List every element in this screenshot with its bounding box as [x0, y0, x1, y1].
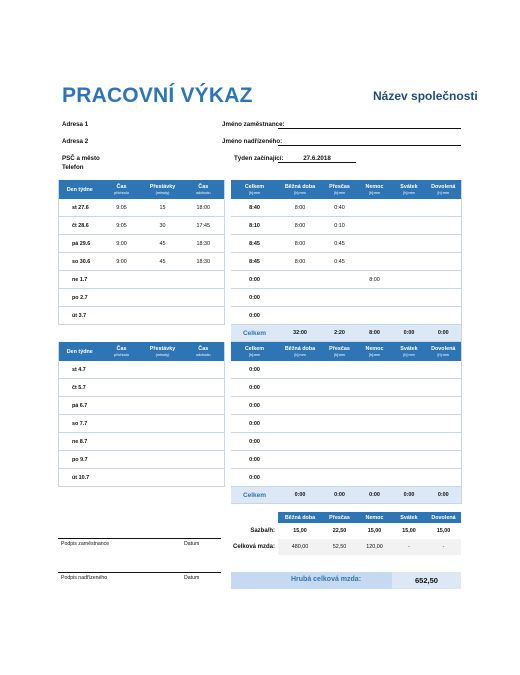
out-cell[interactable] [183, 433, 225, 451]
rate-value[interactable]: 15,00 [293, 528, 307, 534]
reg-cell[interactable] [278, 379, 322, 397]
week1-hours-table [231, 180, 462, 342]
out-cell[interactable]: 17:45 [183, 217, 225, 235]
header-label: Čas [116, 345, 127, 352]
header-label: Čas [198, 345, 209, 352]
brk-cell[interactable]: 45 [143, 235, 183, 253]
in-cell[interactable]: 9:00 [101, 253, 143, 271]
rate-value[interactable]: 15,00 [402, 528, 416, 534]
out-cell[interactable] [183, 271, 225, 289]
total-cell: 0:00 [231, 451, 278, 469]
in-cell[interactable] [101, 361, 143, 379]
day-cell: ne 8.7 [59, 433, 101, 451]
ot-cell[interactable] [322, 379, 357, 397]
header-label: Přesčas [329, 345, 350, 352]
summary-vac: 0:00 [426, 487, 461, 504]
total-cell: 8:45 [231, 253, 278, 271]
manager-signature-label: Podpis nadřízeného [61, 575, 108, 581]
table-row [59, 307, 225, 325]
table-row [231, 415, 461, 433]
table-row [231, 235, 461, 253]
brk-cell[interactable] [143, 379, 183, 397]
rate-label: Sazba/h: [250, 528, 275, 534]
week2-time-table [58, 342, 225, 487]
out-cell[interactable] [183, 415, 225, 433]
header-label: Svátek [400, 183, 418, 190]
header-unit: [h]:mm [294, 190, 306, 195]
rate-value[interactable]: 15,00 [436, 528, 451, 534]
header-label: Čas [116, 183, 127, 190]
summary-vac: 0:00 [426, 325, 461, 342]
hol-cell[interactable] [392, 379, 426, 397]
total-cell: 8:45 [231, 235, 278, 253]
in-cell[interactable] [101, 307, 143, 325]
day-cell: pá 29.6 [59, 235, 101, 253]
summary-sick: 0:00 [357, 487, 392, 504]
table-row [231, 397, 461, 415]
header-unit: [h]:mm [437, 190, 450, 195]
manager-name-field[interactable] [278, 145, 461, 146]
brk-cell[interactable] [143, 289, 183, 307]
in-cell[interactable]: 9:05 [101, 217, 143, 235]
header-unit: [h]:mm [333, 190, 346, 195]
day-cell: út 10.7 [59, 469, 101, 487]
day-cell: út 3.7 [59, 307, 101, 325]
table-row [231, 361, 461, 379]
out-cell[interactable] [183, 397, 225, 415]
header-unit: [h]:mm [248, 352, 261, 357]
week2-right-header [426, 342, 461, 361]
day-cell: pá 6.7 [59, 397, 101, 415]
out-cell[interactable]: 18:30 [183, 253, 225, 271]
rate-header: Přesčas [322, 512, 357, 523]
total-pay-value: 480,00 [278, 539, 322, 555]
week1-left-header [59, 180, 101, 199]
vac-cell[interactable] [426, 379, 461, 397]
rate-header: Svátek [392, 512, 426, 523]
in-cell[interactable] [101, 379, 143, 397]
header-label: Běžná doba [284, 345, 316, 352]
table-row [231, 199, 461, 217]
sick-cell[interactable] [357, 199, 392, 217]
total-cell: 8:10 [231, 217, 278, 235]
header-unit: [h]:mm [248, 190, 261, 195]
ot-cell[interactable]: 0:45 [322, 235, 357, 253]
header-label: Dovolená [431, 345, 456, 352]
ot-cell[interactable] [322, 451, 357, 469]
table-row [231, 217, 461, 235]
in-cell[interactable] [101, 433, 143, 451]
week2-right-header [357, 342, 392, 361]
manager-date-label: Datum [184, 575, 200, 581]
table-row [59, 397, 225, 415]
brk-cell[interactable]: 15 [143, 199, 183, 217]
day-cell: po 2.7 [59, 289, 101, 307]
ot-cell[interactable] [322, 361, 357, 379]
header-label: Svátek [400, 345, 418, 352]
total-cell: 8:40 [231, 199, 278, 217]
out-cell[interactable]: 18:00 [183, 199, 225, 217]
table-row [59, 469, 225, 487]
week-start-label: Týden začínající: [234, 155, 284, 162]
header-label: Přestávky [149, 183, 176, 190]
brk-cell[interactable] [143, 469, 183, 487]
header-unit: odchodu [195, 190, 211, 195]
week1-left-header [143, 180, 183, 199]
manager-signature-line[interactable] [58, 572, 221, 573]
hol-cell[interactable] [392, 307, 426, 325]
vac-cell[interactable] [426, 253, 461, 271]
reg-cell[interactable] [278, 307, 322, 325]
total-pay-value: 52,50 [322, 539, 357, 555]
out-cell[interactable] [183, 307, 225, 325]
total-cell: 0:00 [231, 361, 278, 379]
week1-right-header [322, 180, 357, 199]
sick-cell[interactable] [357, 289, 392, 307]
week2-left-header [183, 342, 225, 361]
company-name: Název společnosti [373, 89, 478, 103]
sick-cell[interactable] [357, 469, 392, 487]
header-unit: [h]:mm [403, 352, 415, 357]
total-cell: 0:00 [231, 289, 278, 307]
header-unit: [h]:mm [368, 190, 381, 195]
summary-row [231, 487, 461, 504]
out-cell[interactable] [183, 361, 225, 379]
table-row [59, 253, 225, 271]
table-row [59, 451, 225, 469]
address2-label: Adresa 2 [62, 138, 89, 145]
week2-right-header [322, 342, 357, 361]
header-label: Celkem [244, 345, 265, 352]
vac-cell[interactable] [426, 307, 461, 325]
reg-cell[interactable]: 8:00 [278, 199, 322, 217]
vac-cell[interactable] [426, 433, 461, 451]
vac-cell[interactable] [426, 271, 461, 289]
header-unit: [h]:mm [294, 352, 306, 357]
vac-cell[interactable] [426, 199, 461, 217]
vac-cell[interactable] [426, 451, 461, 469]
out-cell[interactable] [183, 289, 225, 307]
in-cell[interactable] [101, 451, 143, 469]
reg-cell[interactable] [278, 397, 322, 415]
summary-hol: 0:00 [392, 325, 426, 342]
vac-cell[interactable] [426, 415, 461, 433]
week1-time-table [58, 180, 225, 325]
day-cell: st 4.7 [59, 361, 101, 379]
page-title: PRACOVNÍ VÝKAZ [62, 84, 253, 107]
total-cell: 0:00 [231, 415, 278, 433]
sick-cell[interactable] [357, 451, 392, 469]
hol-cell[interactable] [392, 271, 426, 289]
summary-label: Celkem [231, 325, 278, 342]
employee-name-field[interactable] [278, 128, 461, 129]
header-label: Den týdne [66, 186, 93, 193]
vac-cell[interactable] [426, 289, 461, 307]
week-start-value[interactable]: 27.6.2018 [303, 155, 331, 162]
day-cell: so 7.7 [59, 415, 101, 433]
in-cell[interactable] [101, 415, 143, 433]
table-row [59, 217, 225, 235]
week1-left-header [183, 180, 225, 199]
header-unit: [h]:mm [403, 190, 415, 195]
reg-cell[interactable]: 8:00 [278, 217, 322, 235]
table-row [231, 289, 461, 307]
reg-cell[interactable] [278, 271, 322, 289]
summary-sick: 8:00 [357, 325, 392, 342]
header-unit: příchodu [114, 190, 129, 195]
summary-hol: 0:00 [392, 487, 426, 504]
header-label: Nemoc [365, 345, 384, 352]
hol-cell[interactable] [392, 217, 426, 235]
total-pay-value: 120,00 [357, 539, 392, 555]
employee-name-label: Jméno zaměstnance: [222, 121, 285, 128]
week2-right-header [278, 342, 322, 361]
week1-right-header [231, 180, 278, 199]
in-cell[interactable] [101, 397, 143, 415]
week1-left-header [101, 180, 143, 199]
day-cell: st 27.6 [59, 199, 101, 217]
ot-cell[interactable] [322, 433, 357, 451]
header-unit: [h]:mm [333, 352, 346, 357]
phone-label: Telefon [62, 164, 84, 171]
summary-ot: 2:20 [322, 325, 357, 342]
address1-label: Adresa 1 [62, 121, 89, 128]
table-row [231, 307, 461, 325]
total-cell: 0:00 [231, 379, 278, 397]
week2-left-header [143, 342, 183, 361]
brk-cell[interactable] [143, 415, 183, 433]
hol-cell[interactable] [392, 199, 426, 217]
hol-cell[interactable] [392, 415, 426, 433]
ot-cell[interactable]: 0:10 [322, 217, 357, 235]
week-start-field[interactable] [278, 162, 356, 163]
hol-cell[interactable] [392, 469, 426, 487]
hol-cell[interactable] [392, 253, 426, 271]
ot-cell[interactable] [322, 289, 357, 307]
brk-cell[interactable] [143, 307, 183, 325]
summary-ot: 0:00 [322, 487, 357, 504]
header-label: Dovolená [431, 183, 456, 190]
week1-right-header [392, 180, 426, 199]
reg-cell[interactable] [278, 415, 322, 433]
week2-hours-table [231, 342, 462, 504]
rate-value[interactable]: 15,00 [367, 528, 382, 534]
sick-cell[interactable] [357, 235, 392, 253]
out-cell[interactable] [183, 469, 225, 487]
table-row [231, 253, 461, 271]
reg-cell[interactable] [278, 433, 322, 451]
ot-cell[interactable]: 0:45 [322, 253, 357, 271]
week2-right-header [392, 342, 426, 361]
header-unit: [h]:mm [368, 352, 381, 357]
day-cell: so 30.6 [59, 253, 101, 271]
total-cell: 0:00 [231, 271, 278, 289]
header-label: Přesčas [329, 183, 350, 190]
sick-cell[interactable]: 8:00 [357, 271, 392, 289]
hol-cell[interactable] [392, 235, 426, 253]
table-row [231, 451, 461, 469]
sick-cell[interactable] [357, 415, 392, 433]
in-cell[interactable] [101, 289, 143, 307]
brk-cell[interactable] [143, 451, 183, 469]
ot-cell[interactable]: 0:40 [322, 199, 357, 217]
week1-right-header [426, 180, 461, 199]
gross-pay-bar [231, 572, 461, 589]
header-label: Nemoc [365, 183, 384, 190]
reg-cell[interactable]: 8:00 [278, 253, 322, 271]
brk-cell[interactable]: 30 [143, 217, 183, 235]
table-row [59, 433, 225, 451]
hol-cell[interactable] [392, 289, 426, 307]
rate-value[interactable]: 22,50 [332, 528, 347, 534]
out-cell[interactable] [183, 379, 225, 397]
table-row [59, 199, 225, 217]
header-unit: (minuty) [155, 352, 170, 357]
table-row [59, 271, 225, 289]
header-label: Celkem [244, 183, 265, 190]
gross-pay-label: Hrubá celková mzda: [291, 576, 362, 583]
header-label: Běžná doba [284, 183, 316, 190]
header-unit: příchodu [114, 352, 129, 357]
vac-cell[interactable] [426, 361, 461, 379]
ot-cell[interactable] [322, 397, 357, 415]
total-cell: 0:00 [231, 469, 278, 487]
ot-cell[interactable] [322, 415, 357, 433]
vac-cell[interactable] [426, 397, 461, 415]
out-cell[interactable]: 18:30 [183, 235, 225, 253]
table-row [59, 361, 225, 379]
vac-cell[interactable] [426, 235, 461, 253]
week2-left-header [59, 342, 101, 361]
day-cell: čt 28.6 [59, 217, 101, 235]
total-pay-label: Celková mzda: [232, 544, 275, 550]
header-label: Den týdne [66, 348, 93, 355]
summary-reg: 0:00 [278, 487, 322, 504]
brk-cell[interactable]: 45 [143, 253, 183, 271]
day-cell: po 9.7 [59, 451, 101, 469]
total-cell: 0:00 [231, 397, 278, 415]
total-cell: 0:00 [231, 433, 278, 451]
day-cell: čt 5.7 [59, 379, 101, 397]
ot-cell[interactable] [322, 271, 357, 289]
employee-date-label: Datum [184, 541, 200, 547]
sick-cell[interactable] [357, 217, 392, 235]
brk-cell[interactable] [143, 361, 183, 379]
sick-cell[interactable] [357, 307, 392, 325]
rates-table [231, 512, 461, 555]
week1-right-header [357, 180, 392, 199]
sick-cell[interactable] [357, 361, 392, 379]
employee-signature-line[interactable] [58, 538, 221, 539]
out-cell[interactable] [183, 451, 225, 469]
vac-cell[interactable] [426, 469, 461, 487]
day-cell: ne 1.7 [59, 271, 101, 289]
reg-cell[interactable]: 8:00 [278, 235, 322, 253]
reg-cell[interactable] [278, 361, 322, 379]
summary-row [231, 325, 461, 342]
gross-pay-value: 652,50 [392, 572, 461, 589]
ot-cell[interactable] [322, 307, 357, 325]
week2-left-header [101, 342, 143, 361]
rate-header: Nemoc [357, 512, 392, 523]
brk-cell[interactable] [143, 433, 183, 451]
table-row [59, 415, 225, 433]
in-cell[interactable]: 9:00 [101, 235, 143, 253]
total-pay-value: - [392, 539, 426, 555]
rate-header: Běžná doba [278, 512, 322, 523]
brk-cell[interactable] [143, 271, 183, 289]
hol-cell[interactable] [392, 397, 426, 415]
sick-cell[interactable] [357, 433, 392, 451]
sick-cell[interactable] [357, 397, 392, 415]
manager-name-label: Jméno nadřízeného: [222, 138, 283, 145]
sick-cell[interactable] [357, 379, 392, 397]
summary-label: Celkem [231, 487, 278, 504]
table-row [231, 469, 461, 487]
total-pay-value: - [426, 539, 461, 555]
week1-right-header [278, 180, 322, 199]
table-row [59, 289, 225, 307]
reg-cell[interactable] [278, 289, 322, 307]
table-row [231, 379, 461, 397]
table-row [59, 379, 225, 397]
reg-cell[interactable] [278, 469, 322, 487]
in-cell[interactable]: 9:05 [101, 199, 143, 217]
psc-label: PSČ a město [62, 155, 100, 162]
table-row [231, 271, 461, 289]
reg-cell[interactable] [278, 451, 322, 469]
sick-cell[interactable] [357, 253, 392, 271]
vac-cell[interactable] [426, 217, 461, 235]
hol-cell[interactable] [392, 451, 426, 469]
header-unit: odchodu [195, 352, 211, 357]
summary-reg: 32:00 [278, 325, 322, 342]
total-cell: 0:00 [231, 307, 278, 325]
in-cell[interactable] [101, 271, 143, 289]
header-unit: [h]:mm [437, 352, 450, 357]
employee-signature-label: Podpis zaměstnance [61, 541, 110, 547]
table-row [59, 235, 225, 253]
ot-cell[interactable] [322, 469, 357, 487]
week2-right-header [231, 342, 278, 361]
brk-cell[interactable] [143, 397, 183, 415]
header-label: Čas [198, 183, 209, 190]
hol-cell[interactable] [392, 433, 426, 451]
in-cell[interactable] [101, 469, 143, 487]
hol-cell[interactable] [392, 361, 426, 379]
header-unit: (minuty) [155, 190, 170, 195]
header-label: Přestávky [149, 345, 176, 352]
rate-header: Dovolená [426, 512, 461, 523]
table-row [231, 433, 461, 451]
